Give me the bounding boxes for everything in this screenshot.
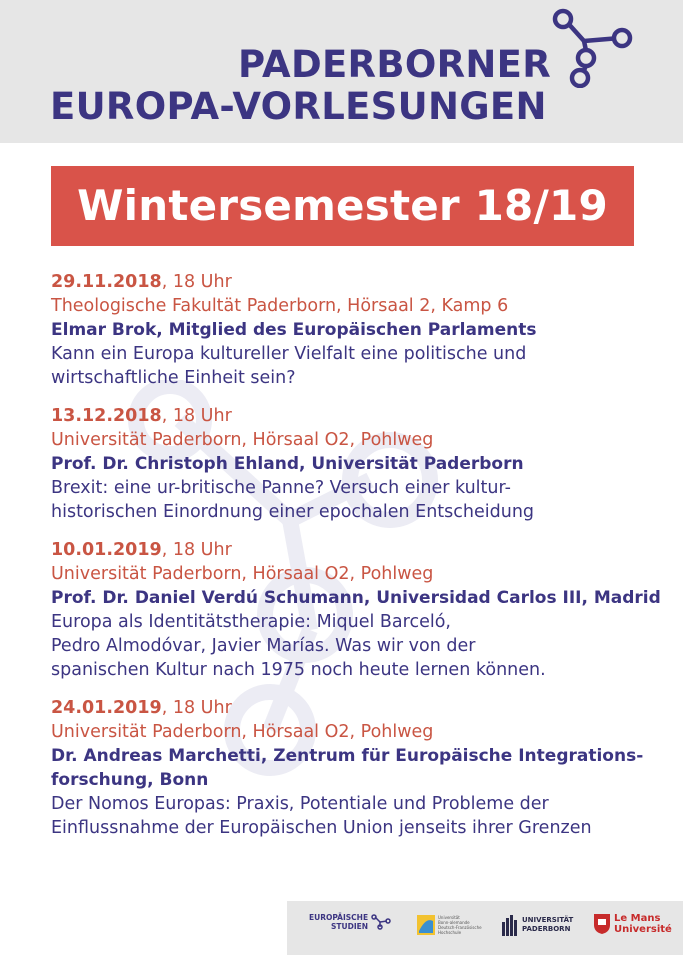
event-topic: Brexit: eine ur-britische Panne? Versuch einer kultur- xyxy=(51,478,511,498)
logo2-line2: Bonn-alemande xyxy=(438,920,470,925)
logo3-line2: PADERBORN xyxy=(522,925,571,933)
event-date-line xyxy=(51,696,651,720)
logo2-line1: Universität xyxy=(438,915,460,920)
logo4-line1: Le Mans xyxy=(614,913,661,924)
page-title-line-1: PADERBORNER xyxy=(238,43,552,86)
logo2-line3: Deutsch-Französische xyxy=(438,925,482,930)
event-item xyxy=(51,404,651,524)
event-topic: Kann ein Europa kultureller Vielfalt eine politische und xyxy=(51,344,527,364)
event-topic: Einflussnahme der Europäischen Union jenseits ihrer Grenzen xyxy=(51,818,592,838)
event-date: 24.01.2019 xyxy=(51,698,162,718)
event-time: , 18 Uhr xyxy=(161,272,232,292)
paderborn-emblem-icon xyxy=(501,914,519,936)
le-mans-universite-logo xyxy=(593,913,672,935)
event-speaker: Prof. Dr. Christoph Ehland, Universität Paderborn xyxy=(51,454,524,474)
event-topic: Pedro Almodóvar, Javier Marías. Was wir von der xyxy=(51,636,476,656)
event-item xyxy=(51,696,651,840)
event-topic: wirtschaftliche Einheit sein? xyxy=(51,368,296,388)
event-time: , 18 Uhr xyxy=(161,406,232,426)
event-place: Universität Paderborn, Hörsaal O2, Pohlweg xyxy=(51,430,434,450)
event-item xyxy=(51,538,661,682)
event-date-line xyxy=(51,538,651,562)
event-topic: Der Nomos Europas: Praxis, Potentiale und Probleme der xyxy=(51,794,549,814)
event-date-line xyxy=(51,404,651,428)
event-speaker: Prof. Dr. Daniel Verdú Schumann, Universidad Carlos III, Madrid xyxy=(51,588,661,608)
event-time: , 18 Uhr xyxy=(161,698,232,718)
event-time: , 18 Uhr xyxy=(161,540,232,560)
event-list xyxy=(51,270,661,854)
event-date: 13.12.2018 xyxy=(51,406,162,426)
europaeische-studien-logo xyxy=(309,913,391,931)
event-place: Universität Paderborn, Hörsaal O2, Pohlweg xyxy=(51,722,434,742)
logo1-line1: EUROPÄISCHE xyxy=(309,913,369,922)
logo3-line1: UNIVERSITÄT xyxy=(522,916,574,924)
logo4-line2: Université xyxy=(614,924,672,935)
event-date: 10.01.2019 xyxy=(51,540,162,560)
event-place: Theologische Fakultät Paderborn, Hörsaal 2, Kamp 6 xyxy=(51,296,509,316)
event-topic: Europa als Identitätstherapie: Miquel Barceló, xyxy=(51,612,451,632)
event-speaker: forschung, Bonn xyxy=(51,770,209,790)
molecule-logo-icon xyxy=(552,8,636,88)
logo2-line4: Hochschule xyxy=(438,930,462,935)
event-place: Universität Paderborn, Hörsaal O2, Pohlweg xyxy=(51,564,434,584)
page-title-line-2: EUROPA-VORLESUNGEN xyxy=(50,85,547,128)
le-mans-shield-icon xyxy=(593,913,611,935)
footer-logo-bar xyxy=(287,901,683,955)
event-date: 29.11.2018 xyxy=(51,272,162,292)
event-speaker: Elmar Brok, Mitglied des Europäischen Parlaments xyxy=(51,320,537,340)
dfh-logo xyxy=(417,915,482,935)
event-item xyxy=(51,270,651,390)
header-band xyxy=(0,0,683,143)
universitaet-paderborn-logo xyxy=(501,914,573,936)
event-date-line xyxy=(51,270,651,294)
event-speaker: Dr. Andreas Marchetti, Zentrum für Europäische Integrations- xyxy=(51,746,644,766)
event-topic: spanischen Kultur nach 1975 noch heute lernen können. xyxy=(51,660,546,680)
dfh-emblem-icon xyxy=(417,915,435,935)
logo1-line2: STUDIEN xyxy=(331,922,369,931)
molecule-small-icon xyxy=(371,914,391,930)
semester-banner: Wintersemester 18/19 xyxy=(51,166,634,246)
event-topic: historischen Einordnung einer epochalen Entscheidung xyxy=(51,502,535,522)
